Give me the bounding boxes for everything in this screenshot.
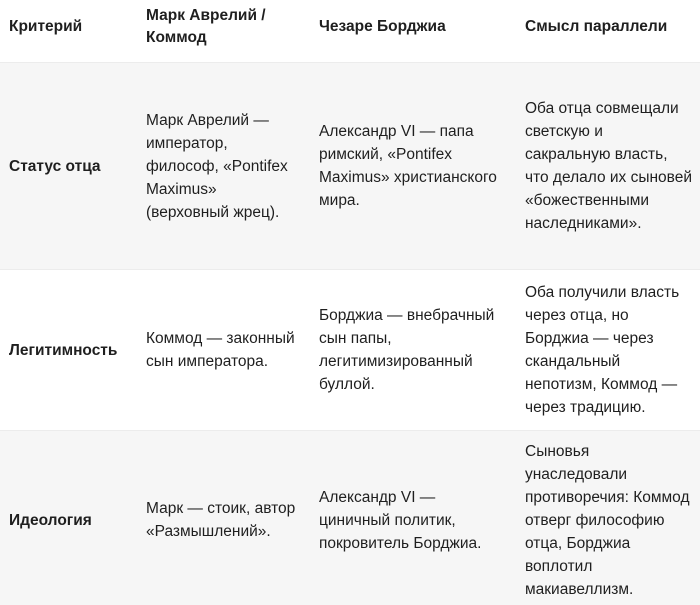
cell-borgia: Александр VI — папа римский, «Pontifex Maximus» христианского мира. [311, 63, 517, 270]
cell-aurelius: Коммод — законный сын императора. [138, 270, 311, 431]
cell-criterion: Легитимность [0, 270, 138, 431]
cell-criterion: Статус отца [0, 63, 138, 270]
header-borgia: Чезаре Борджиа [319, 18, 446, 35]
table-header [0, 0, 700, 63]
cell-aurelius: Марк — стоик, автор «Размышлений». [138, 431, 311, 605]
table-row [0, 270, 700, 431]
cell-borgia: Борджиа — внебрачный сын папы, легитимизированный буллой. [311, 270, 517, 431]
cell-criterion: Идеология [0, 431, 138, 605]
header-criterion: Критерий [9, 18, 83, 35]
table-row [0, 63, 700, 270]
cell-aurelius: Марк Аврелий — император, философ, «Pontifex Maximus» (верховный жрец). [138, 63, 311, 270]
cell-borgia: Александр VI — циничный политик, покровитель Борджиа. [311, 431, 517, 605]
cell-meaning: Оба получили власть через отца, но Борджиа — через скандальный непотизм, Коммод — через традицию. [517, 270, 700, 431]
table-body [0, 63, 700, 605]
cell-meaning: Сыновья унаследовали противоречия: Коммод отверг философию отца, Борджиа воплотил макиавеллизм. [517, 431, 700, 605]
table-row [0, 431, 700, 605]
header-row [0, 0, 700, 63]
header-meaning: Смысл параллели [525, 18, 668, 35]
cell-meaning: Оба отца совмещали светскую и сакральную власть, что делало их сыновей «божественными наследниками». [517, 63, 700, 270]
header-aurelius-commodus: Марк Аврелий / Коммод [146, 7, 266, 46]
